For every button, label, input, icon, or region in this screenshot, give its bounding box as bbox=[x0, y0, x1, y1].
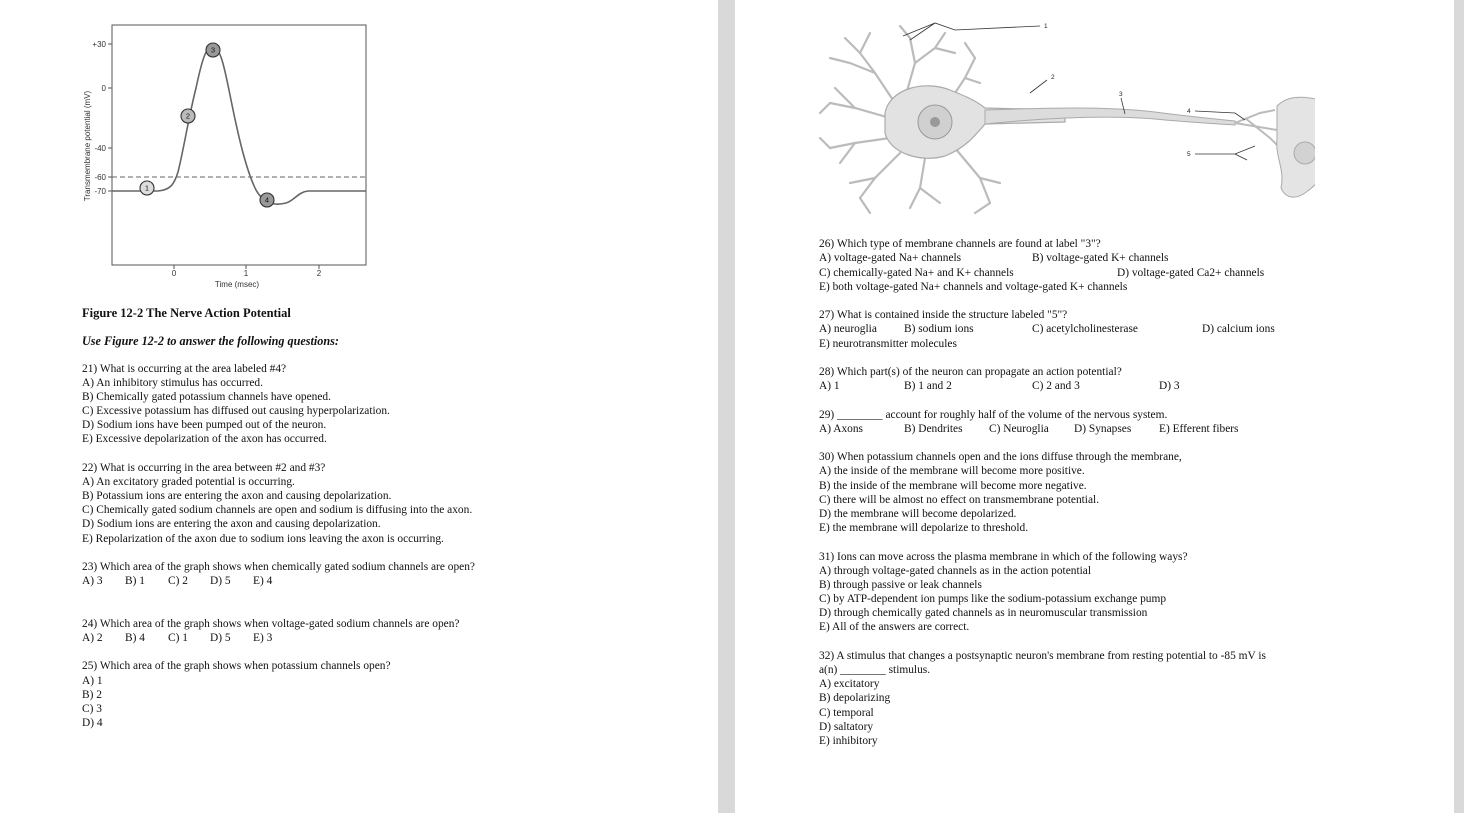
marker-1-label: 1 bbox=[144, 183, 150, 193]
axon-terminals bbox=[1235, 110, 1280, 148]
y-tick-label: 0 bbox=[101, 84, 106, 93]
question-28-option-b: B) 1 and 2 bbox=[904, 380, 952, 392]
y-tick-label: -40 bbox=[94, 144, 106, 153]
marker-3 bbox=[206, 43, 220, 57]
neuron-label-2: 2 bbox=[1051, 74, 1055, 81]
y-axis-label: Transmembrane potential (mV) bbox=[83, 90, 92, 202]
question-26-option-e: E) both voltage-gated Na+ channels and voltage-gated K+ channels bbox=[819, 281, 1128, 293]
question-31-option-c: C) by ATP-dependent ion pumps like the sodium-potassium exchange pump bbox=[819, 593, 1167, 605]
question-24-option-c: C) 1 bbox=[168, 632, 188, 644]
question-27-option-a: A) neuroglia bbox=[819, 323, 877, 335]
question-27-option-b: B) sodium ions bbox=[904, 323, 974, 335]
question-21-stem: 21) What is occurring at the area labeled #4? bbox=[82, 363, 287, 375]
question-30-option-b: B) the inside of the membrane will become more negative. bbox=[819, 480, 1087, 492]
question-30-option-c: C) there will be almost no effect on transmembrane potential. bbox=[819, 494, 1100, 506]
question-25-option-a: A) 1 bbox=[82, 675, 103, 687]
question-25-option-c: C) 3 bbox=[82, 703, 102, 715]
question-21-option-e: E) Excessive depolarization of the axon has occurred. bbox=[82, 433, 327, 445]
marker-2 bbox=[181, 109, 195, 123]
question-23-option-a: A) 3 bbox=[82, 575, 103, 587]
question-22-option-c: C) Chemically gated sodium channels are open and sodium is diffusing into the axon. bbox=[82, 504, 473, 516]
membrane-potential-curve bbox=[112, 47, 366, 204]
question-28-option-d: D) 3 bbox=[1159, 380, 1180, 392]
neuron-diagram bbox=[815, 18, 1315, 228]
marker-4 bbox=[260, 193, 274, 207]
y-tick-label: -60 bbox=[94, 173, 106, 182]
question-32-option-c: C) temporal bbox=[819, 707, 874, 719]
question-22-option-b: B) Potassium ions are entering the axon and causing depolarization. bbox=[82, 490, 392, 502]
question-22-option-e: E) Repolarization of the axon due to sodium ions leaving the axon is occurring. bbox=[82, 533, 444, 545]
question-31-option-a: A) through voltage-gated channels as in the action potential bbox=[819, 565, 1092, 577]
question-28-option-c: C) 2 and 3 bbox=[1032, 380, 1080, 392]
neuron-label-1: 1 bbox=[1044, 23, 1048, 30]
marker-2-label: 2 bbox=[185, 111, 191, 121]
y-tick-label: +30 bbox=[92, 40, 106, 49]
question-23-option-d: D) 5 bbox=[210, 575, 231, 587]
question-27-option-d: D) calcium ions bbox=[1202, 323, 1275, 335]
target-cell-nucleus bbox=[1294, 142, 1315, 164]
question-29-number: 29) bbox=[819, 409, 835, 421]
question-22-stem: 22) What is occurring in the area between #2 and #3? bbox=[82, 462, 326, 474]
question-23-stem: 23) Which area of the graph shows when chemically gated sodium channels are open? bbox=[82, 561, 475, 573]
y-tick-label: -70 bbox=[94, 187, 106, 196]
question-28-stem: 28) Which part(s) of the neuron can propagate an action potential? bbox=[819, 366, 1122, 378]
question-29-stem: account for roughly half of the volume of the nervous system. bbox=[885, 409, 1168, 421]
question-29-blank: ________ bbox=[837, 409, 883, 421]
cell-body bbox=[885, 86, 1065, 158]
question-29-option-b: B) Dendrites bbox=[904, 423, 963, 435]
neuron-label-3: 3 bbox=[1119, 91, 1123, 98]
question-31-option-b: B) through passive or leak channels bbox=[819, 579, 982, 591]
question-29-option-c: C) Neuroglia bbox=[989, 423, 1049, 435]
question-21-option-b: B) Chemically gated potassium channels have opened. bbox=[82, 391, 331, 403]
question-26-stem: 26) Which type of membrane channels are found at label "3"? bbox=[819, 238, 1101, 250]
question-27-stem: 27) What is contained inside the structure labeled "5"? bbox=[819, 309, 1068, 321]
question-25-option-b: B) 2 bbox=[82, 689, 102, 701]
question-32-stem-line-1: 32) A stimulus that changes a postsynaptic neuron's membrane from resting potential to -85 mV is bbox=[819, 650, 1266, 662]
document-page-left bbox=[0, 0, 718, 813]
question-31-stem: 31) Ions can move across the plasma membrane in which of the following ways? bbox=[819, 551, 1188, 563]
question-29-option-a: A) Axons bbox=[819, 423, 863, 435]
question-29-option-e: E) Efferent fibers bbox=[1159, 423, 1239, 435]
marker-3-label: 3 bbox=[210, 45, 216, 55]
question-21-option-c: C) Excessive potassium has diffused out causing hyperpolarization. bbox=[82, 405, 390, 417]
question-30-option-e: E) the membrane will depolarize to threshold. bbox=[819, 522, 1029, 534]
question-25-stem: 25) Which area of the graph shows when potassium channels open? bbox=[82, 660, 391, 672]
x-tick-label: 0 bbox=[171, 269, 177, 278]
question-32-option-b: B) depolarizing bbox=[819, 692, 891, 704]
page-gap bbox=[718, 0, 735, 813]
question-26-option-b: B) voltage-gated K+ channels bbox=[1032, 252, 1169, 264]
question-29-option-d: D) Synapses bbox=[1074, 423, 1132, 435]
question-24-option-d: D) 5 bbox=[210, 632, 231, 644]
neuron-label-4: 4 bbox=[1187, 108, 1191, 115]
question-23-option-e: E) 4 bbox=[253, 575, 273, 587]
graph-frame bbox=[112, 25, 366, 265]
neuron-label-5: 5 bbox=[1187, 151, 1191, 158]
question-31-option-e: E) All of the answers are correct. bbox=[819, 621, 970, 633]
question-28-option-a: A) 1 bbox=[819, 380, 840, 392]
question-21-option-d: D) Sodium ions have been pumped out of the neuron. bbox=[82, 419, 327, 431]
question-24-option-e: E) 3 bbox=[253, 632, 273, 644]
x-tick-label: 1 bbox=[243, 269, 249, 278]
x-tick-label: 2 bbox=[316, 269, 322, 278]
question-24-option-a: A) 2 bbox=[82, 632, 103, 644]
action-potential-graph bbox=[78, 20, 378, 295]
right-scroll-edge bbox=[1454, 0, 1464, 813]
question-30-option-a: A) the inside of the membrane will become more positive. bbox=[819, 465, 1085, 477]
question-22-option-d: D) Sodium ions are entering the axon and causing depolarization. bbox=[82, 518, 381, 530]
figure-instruction: Use Figure 12-2 to answer the following questions: bbox=[82, 334, 339, 348]
question-25-option-d: D) 4 bbox=[82, 717, 103, 729]
question-32-option-e: E) inhibitory bbox=[819, 735, 878, 747]
question-30-stem: 30) When potassium channels open and the ions diffuse through the membrane, bbox=[819, 451, 1182, 463]
question-23-option-c: C) 2 bbox=[168, 575, 188, 587]
nucleolus bbox=[930, 117, 940, 127]
question-24-option-b: B) 4 bbox=[125, 632, 145, 644]
question-32-stem-line-2: a(n) ________ stimulus. bbox=[819, 664, 931, 676]
question-27-option-e: E) neurotransmitter molecules bbox=[819, 338, 957, 350]
question-29-stem-line bbox=[819, 408, 1167, 422]
question-24-stem: 24) Which area of the graph shows when voltage-gated sodium channels are open? bbox=[82, 618, 460, 630]
marker-1 bbox=[140, 181, 154, 195]
question-26-option-a: A) voltage-gated Na+ channels bbox=[819, 252, 962, 264]
question-27-option-c: C) acetylcholinesterase bbox=[1032, 323, 1138, 335]
marker-4-label: 4 bbox=[264, 195, 270, 205]
document-page-right bbox=[735, 0, 1454, 813]
question-21-option-a: A) An inhibitory stimulus has occurred. bbox=[82, 377, 263, 389]
x-axis-label: Time (msec) bbox=[214, 280, 260, 289]
question-26-option-c: C) chemically-gated Na+ and K+ channels bbox=[819, 267, 1014, 279]
question-30-option-d: D) the membrane will become depolarized. bbox=[819, 508, 1017, 520]
question-22-option-a: A) An excitatory graded potential is occurring. bbox=[82, 476, 295, 488]
question-26-option-d: D) voltage-gated Ca2+ channels bbox=[1117, 267, 1265, 279]
figure-title: Figure 12-2 The Nerve Action Potential bbox=[82, 306, 291, 320]
question-23-option-b: B) 1 bbox=[125, 575, 145, 587]
question-32-option-a: A) excitatory bbox=[819, 678, 880, 690]
question-32-option-d: D) saltatory bbox=[819, 721, 874, 733]
question-31-option-d: D) through chemically gated channels as in neuromuscular transmission bbox=[819, 607, 1148, 619]
